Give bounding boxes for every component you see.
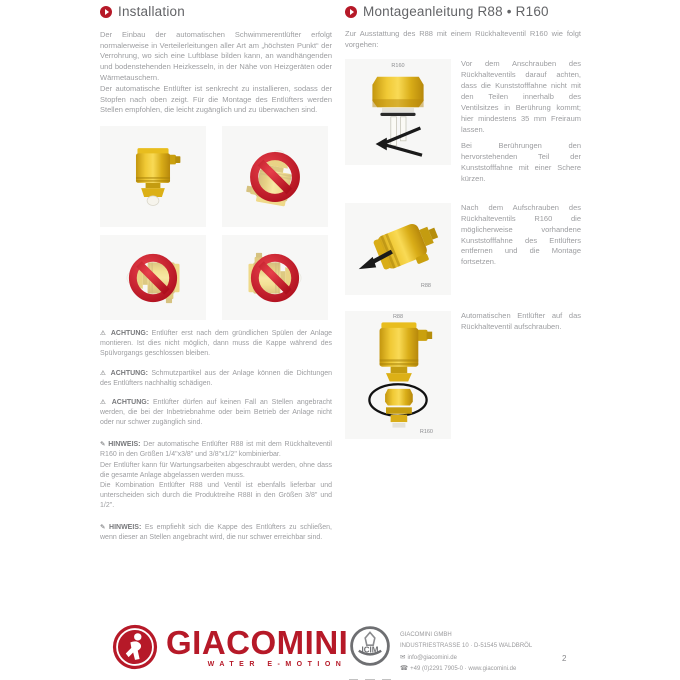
company-address-block	[400, 630, 532, 675]
section-bullet-icon	[100, 6, 112, 18]
company-phone-site[interactable]: +49 (0)2291 7905-0 · www.giacomini.de	[410, 666, 517, 673]
company-phone-row	[400, 663, 532, 675]
company-email-row	[400, 652, 532, 664]
certification-marks	[349, 675, 391, 680]
installation-title: Installation	[118, 4, 185, 19]
warning-label: ACHTUNG:	[110, 369, 148, 377]
installation-intro-1: Der Einbau der automatischen Schwimmerentlüfter erfolgt normalerweise in Verteilerleitungen aller Art am „höchsten Punkt“ der Verrohrung, wo sich eine Luftblase bilden kann, an wandhängenden und bodenstehenden Heizkesseln, in der Nähe von Heizgeräten oder Wärmetauschern.	[100, 30, 332, 82]
warning-label: ACHTUNG:	[111, 398, 150, 406]
company-email[interactable]: info@giacomini.de	[407, 654, 457, 661]
r88-valve-remove-flag-image	[345, 203, 451, 295]
note-2	[100, 523, 332, 543]
step-paragraph: Bei Berührungen den hervorstehenden Teil der Kunststofffahne mit einer Schere kürzen.	[461, 141, 581, 184]
brand-name: GIACOMINI	[166, 624, 349, 661]
image-label-r88: R88	[392, 313, 404, 320]
company-name: GIACOMINI GMBH	[400, 632, 452, 638]
giacomini-roundel-icon	[112, 624, 158, 670]
valve-correct-upright-image	[100, 126, 206, 227]
montage-step-3-text	[461, 311, 581, 333]
note-label: HINWEIS:	[109, 524, 142, 532]
note-text-line2: Der Entlüfter kann für Wartungsarbeiten abgeschraubt werden, ohne dass die gesamte Anlage abgelassen werden muss.	[100, 461, 332, 479]
company-street: INDUSTRIESTRASSE 10 · D-51545 WALDBRÖL	[400, 642, 533, 649]
montage-section	[345, 0, 581, 439]
check-valve-r160-icon	[352, 64, 444, 160]
orientation-examples-grid	[100, 126, 332, 320]
note-icon: ✎	[100, 441, 106, 449]
r160-valve-image	[345, 59, 451, 165]
warning-1	[100, 329, 332, 359]
air-vent-r88-angled-icon	[350, 208, 446, 290]
note-label: HINWEIS:	[108, 441, 141, 449]
page-number: 2	[562, 654, 567, 663]
icim-certification	[349, 626, 391, 680]
warning-text: Schmutzpartikel aus der Anlage können die Dichtungen des Entlüfters nachhaltig schädigen.	[100, 369, 332, 387]
valve-forbidden-horizontal-right-image	[222, 235, 328, 320]
icim-badge-icon	[350, 626, 390, 666]
note-text-line1: Es empfiehlt sich die Kappe des Entlüfters zu schließen, wenn dieser an Stellen angebracht wird, die nur schwer erreichbar sind.	[100, 524, 332, 542]
r88-on-r160-assembly-image	[345, 311, 451, 439]
image-label-r160: R160	[391, 63, 405, 70]
installation-intro-2: Der automatische Entlüfter ist senkrecht zu installieren, sodass der Stopfen nach oben zeigt. Für die Montage des Entlüfters werden Stellen empfohlen, die leicht zugänglich und zu überwachen sind.	[100, 84, 332, 115]
assembly-icon	[350, 315, 446, 435]
montage-intro: Zur Ausstattung des R88 mit einem Rückhalteventil R160 wie folgt vorgehen:	[345, 29, 581, 49]
warning-2	[100, 369, 332, 389]
prohibition-icon	[125, 250, 181, 306]
note-1	[100, 440, 332, 511]
warning-icon: ⚠	[100, 369, 108, 377]
image-label-r160: R160	[419, 428, 433, 435]
montage-step-1-text	[461, 59, 581, 185]
prohibition-icon	[246, 148, 304, 206]
prohibition-icon	[247, 250, 303, 306]
installation-heading-row	[100, 4, 332, 19]
svg-text:ICIM: ICIM	[361, 645, 379, 655]
step-paragraph: Vor dem Anschrauben des Rückhalteventils darauf achten, dass die Kunststofffahne nicht mit den Teilen innerhalb des Ventilsitzes in Berührung kommt; hier mindestens 35 mm Freiraum lassen.	[461, 59, 581, 134]
step-paragraph: Automatischen Entlüfter auf das Rückhalteventil aufschrauben.	[461, 310, 581, 331]
valve-forbidden-horizontal-left-image	[100, 235, 206, 320]
montage-heading-row	[345, 4, 581, 19]
warning-text: Entlüfter erst nach dem gründlichen Spülen der Anlage montieren. Ist dies nicht möglich, dann muss die Kappe während des Spülvorgangs geschlossen bleiben.	[100, 330, 333, 358]
brand-tagline: WATER E-MOTION	[207, 661, 347, 668]
montage-step-2-text	[461, 203, 581, 268]
email-icon: ✉	[400, 653, 406, 661]
installation-section	[100, 0, 332, 544]
montage-step-1	[345, 59, 581, 185]
page-footer	[0, 618, 680, 680]
giacomini-wordmark	[166, 626, 348, 668]
valve-forbidden-tilted-image	[222, 126, 328, 227]
warning-3	[100, 398, 332, 428]
montage-title: Montageanleitung R88 • R160	[363, 4, 549, 19]
warning-icon: ⚠	[100, 330, 108, 338]
montage-step-3	[345, 311, 581, 439]
note-text-line3: Die Kombination Entlüfter R88 und Ventil ist ebenfalls lieferbar und unterscheiden sich durch die Produktreihe R88I in den Größen 3/8" und 1/2".	[100, 481, 332, 510]
warning-text: Entlüfter dürfen auf keinen Fall an Stellen angebracht werden, die bei der Inbetriebnahme oder beim Betrieb der Anlage nicht oder nur schwer zugänglich sind.	[100, 398, 333, 427]
image-label-r88: R88	[420, 282, 431, 289]
step-paragraph: Nach dem Aufschrauben des Rückhalteventils R160 die möglicherweise vorhandene Kunststofffahne des Entlüfters entfernen und die Montage fortsetzen.	[461, 202, 581, 267]
air-vent-valve-icon	[116, 134, 190, 220]
montage-step-2	[345, 203, 581, 295]
warning-label: ACHTUNG:	[110, 330, 149, 338]
phone-icon: ☎	[400, 665, 409, 673]
warning-icon: ⚠	[100, 398, 108, 406]
note-icon: ✎	[100, 524, 106, 532]
section-bullet-icon	[345, 6, 357, 18]
giacomini-logo	[112, 624, 348, 670]
note-text-line1: Der automatische Entlüfter R88 ist mit dem Rückhalteventil R160 in den Größen 1/4"x3/8" und 3/8"x1/2" kombinierbar.	[100, 441, 332, 459]
